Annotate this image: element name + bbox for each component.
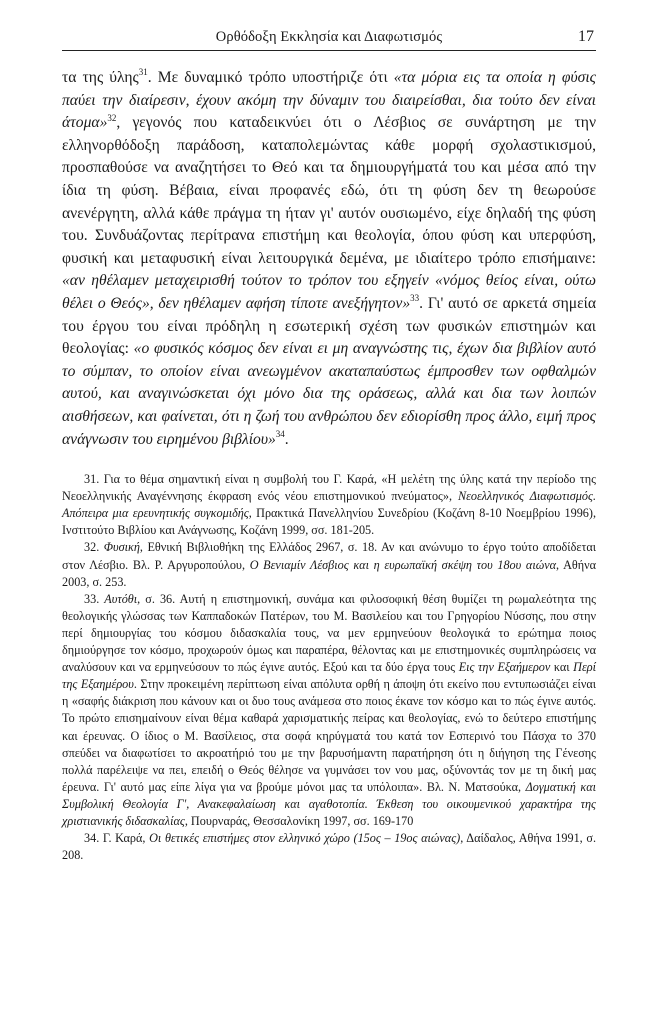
note-title: Φυσική (103, 540, 140, 555)
body-paragraph (62, 67, 596, 451)
footnote-32 (62, 539, 596, 590)
note-text: . Στην προκειμένη περίπτωση είναι απόλυτα ορθή η άποψη ότι εκείνο που εντυπωσιάζει είναι η «σαφής διάκριση που κάνουν και οι δυο τους ανάμεσα στο ποιος έκανε τον κόσμο και το πώς έγινε αυτός. Το πρώτο επισημαίνουν είναι θέμα καθαρά χαρισματικής πείρας και θεολογίας, ενώ το δεύτερο επιστήμης και έρευνας. Ο ίδιος ο Μ. Βασίλειος, στα σοφά κηρύγματά του κατά τον Εσπερινό του Πάσχα το 370 σπεύδει να διαφωτίσει το ακροατήριό του με την βαρυσήμαντη παρατήρηση ότι η διήγηση της Γένεσης πολλά παρέλειψε να πει, επειδή ο Θεός θέλησε να γυμνάσει τον νου μας, οξύνοντάς τον με τη δική μας έρευνα. Γι' αυτό μας είπε λίγα για να βρούμε μόνοι μας τα υπόλοιπα». Βλ. Ν. Ματσούκα, (62, 677, 597, 794)
quotation: «τα μόρια εις τα οποία η φύσις παύει την διαίρεσιν, έχουν ακόμη την δύναμιν του διαιρείσθαι, δια τούτο δεν είναι άτομα» (62, 69, 596, 132)
note-text: 33. (84, 591, 105, 606)
note-title: Δογματική και Συμβολική Θεολογία Γ', Ανακεφαλαίωση και αγαθοτοπία. Έκθεση του οικουμενικού χαρακτήρα της χριστιανικής διδασκαλίας (62, 779, 596, 828)
quotation: «ο φυσικός κόσμος δεν είναι ει μη αναγνώστης τις, έχων δια βιβλίον αυτό το σύμπαν, το οποίον είναι ανεωγμένον ακαταπαύστως έμπροσθεν των οφθαλμών αυτού, και αναγινώσκεται όχι μόνο δια της οράσεως, αλλά και δια των λοιπών αισθήσεων, και φαίνεται, ότι η ζωή του ανθρώπου δεν εδιορίσθη προς άλλο, ειμή προς ανάγνωσιν του ειρημένου βιβλίου» (62, 340, 596, 448)
note-title: Περί της Εξαημέρου (62, 660, 596, 692)
book-page (62, 28, 596, 864)
running-header (62, 28, 596, 51)
note-text: , Αθήνα 2003, σ. 253. (62, 557, 596, 589)
note-text: , Πουρναράς, Θεσσαλονίκη 1997, σσ. 169-170 (184, 813, 414, 828)
note-title: Οι θετικές επιστήμες στον ελληνικό χώρο (15ος – 19ος αιώνας) (149, 831, 461, 846)
text-run: . (284, 430, 289, 448)
note-text: και (550, 660, 574, 675)
quotation: «αν ηθέλαμεν μεταχειρισθή τούτον το τρόπον του εξηγείν «νόμος θείος είναι, ούτω θέλει ο Θεός», δεν ηθέλαμεν αφήση τίποτε ανεξήγητον» (62, 272, 596, 312)
note-text: 31. Για το θέμα σημαντική είναι η συμβολή του Γ. Καρά, «Η μελέτη της ύλης κατά την περίοδο της Νεοελληνικής Αναγέννησης έκφραση ενός νέου επιστημονικού πνεύματος», (62, 472, 596, 504)
footnotes (62, 471, 596, 864)
footnote-ref-31: 31 (138, 67, 148, 78)
note-text: , Εθνική Βιβλιοθήκη της Ελλάδος 2967, σ. 18. Αν και ανώνυμο το έργο τούτο αποδίδεται στον Λέσβιο. Βλ. Ρ. Αργυροπούλου, (62, 540, 597, 572)
text-run: , γεγονός που καταδεικνύει ότι ο Λέσβιος σε συνάρτηση με την ελληνορθόδοξη παράδοση, καταπολεμώντας κάθε μορφή σχολαστικισμού, προσπαθούσε να αναζητήσει το Θεό και τα δημιουργήματά του και μέσα από την ίδια τη φύση. Βέβαια, είναι προφανές εδώ, ότι τη φύση δεν τη θεωρούσε ανενέργητη, αλλά κάθε πράγμα τη ήταν γι' αυτόν ουσιωμένο, είχε δηλαδή της φύση του. Συνδυάζοντας περίτρανα επιστήμη και θεολογία, όπου φύση και υπερφύση, φυσική και μεταφυσική είναι λειτουργικά δεμένα, με ιδιαίτερο τρόπο επισήμαινε: (62, 114, 596, 267)
page-number: 17 (578, 28, 594, 45)
text-run: . Γι' αυτό σε αρκετά σημεία του έργου του είναι πρόδηλη η εσωτερική σχέση των φυσικών επιστημών και θεολογίας: (62, 294, 596, 358)
note-text: , Δαίδαλος, Αθήνα 1991, σ. 208. (62, 831, 596, 863)
note-text: 34. Γ. Καρά, (84, 831, 150, 846)
note-text: , Πρακτικά Πανελληνίου Συνεδρίου (Κοζάνη 8-10 Νοεμβρίου 1996), Ινστιτούτο Βιβλίου και Ανάγνωσης, Κοζάνη 1999, σσ. 181-205. (62, 506, 596, 538)
footnote-34 (62, 830, 596, 864)
footnote-ref-34: 34 (275, 428, 285, 439)
note-title: Νεοελληνικός Διαφωτισμός. Απόπειρα μια ερευνητικής συγκομιδής (62, 489, 596, 521)
footnote-31 (62, 471, 596, 539)
footnote-ref-32: 32 (107, 112, 117, 123)
note-title: Ο Βενιαμίν Λέσβιος και η ευρωπαϊκή σκέψη του 18ου αιώνα (249, 557, 557, 572)
note-title: Αυτόθι (104, 591, 138, 606)
running-title: Ορθόδοξη Εκκλησία και Διαφωτισμός (215, 29, 443, 45)
note-text: , σ. 36. Αυτή η επιστημονική, συνάμα και φιλοσοφική θέση θυμίζει τη ρωμαλεότητα της θεολογικής γλώσσας των Καππαδοκών Πατέρων, του Μ. Βασιλείου και του Γρηγορίου Νύσσης, που στην περί δημιουργίας του κόσμου διδασκαλία τους, να μεν ερμηνεύουν θεολογικά το ερώτημα ποιος δημιούργησε τον κόσμο, προχωρούν όμως και παραπέρα, θέλοντας και με επιστημονικές συμπληρώσεις να αναλύσουν και να ερμηνεύσουν το πώς έγινε αυτός. Εξού και τα δύο έργα τους (62, 591, 597, 675)
text-run: τα της ύλης (62, 69, 139, 86)
note-text: 32. (84, 540, 104, 555)
note-title: Εις την Εξαήμερον (458, 660, 551, 675)
text-run: . Με δυναμικό τρόπο υποστήριζε ότι (147, 69, 394, 86)
footnote-33 (62, 591, 596, 830)
body-text (62, 67, 596, 451)
footnote-ref-33: 33 (410, 293, 420, 304)
